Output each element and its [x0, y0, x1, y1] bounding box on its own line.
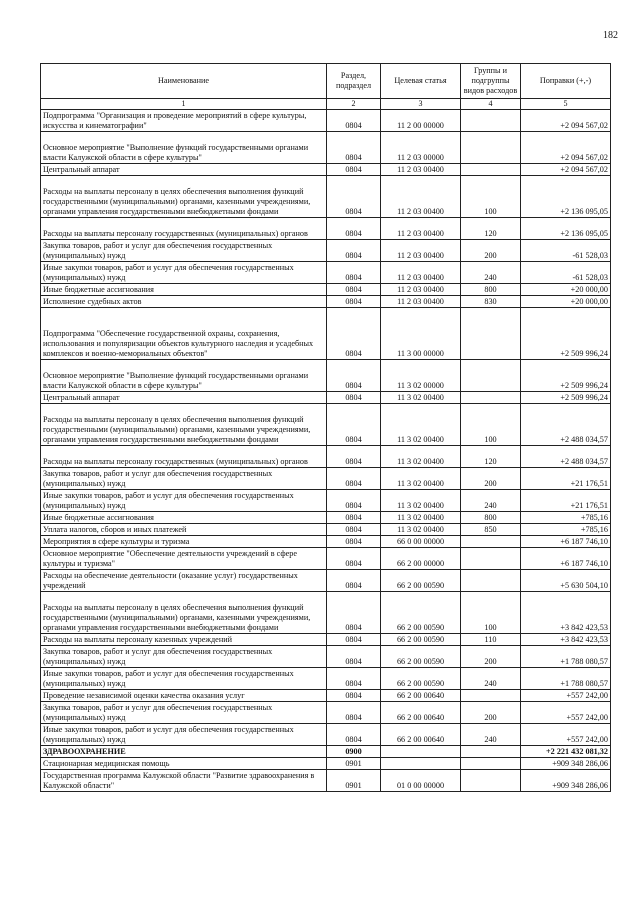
row-group-cell: 240: [461, 262, 521, 284]
row-target-cell: 66 0 00 00000: [381, 536, 461, 548]
row-group-cell: [461, 308, 521, 360]
row-name-cell: Закупка товаров, работ и услуг для обеспечения государственных (муниципальных) нужд: [41, 702, 327, 724]
row-group-cell: 800: [461, 284, 521, 296]
row-group-cell: [461, 570, 521, 592]
table-row: [41, 524, 611, 536]
row-group-cell: 850: [461, 524, 521, 536]
row-group-cell: [461, 164, 521, 176]
row-section-cell: 0804: [327, 240, 381, 262]
row-amount-cell: +785,16: [521, 524, 611, 536]
row-target-cell: 66 2 00 00590: [381, 592, 461, 634]
row-section-cell: 0804: [327, 668, 381, 690]
row-section-cell: 0804: [327, 724, 381, 746]
row-group-cell: 240: [461, 724, 521, 746]
row-section-cell: 0901: [327, 770, 381, 792]
row-name-cell: Основное мероприятие "Выполнение функций государственными органами власти Калужской области в сфере культуры": [41, 360, 327, 392]
row-group-cell: [461, 392, 521, 404]
row-target-cell: 11 2 03 00400: [381, 284, 461, 296]
row-amount-cell: +6 187 746,10: [521, 536, 611, 548]
row-name-cell: Иные закупки товаров, работ и услуг для обеспечения государственных (муниципальных) нужд: [41, 668, 327, 690]
row-name-cell: Основное мероприятие "Выполнение функций государственными органами власти Калужской области в сфере культуры": [41, 132, 327, 164]
row-amount-cell: +2 509 996,24: [521, 392, 611, 404]
row-section-cell: 0804: [327, 296, 381, 308]
row-target-cell: 11 2 03 00400: [381, 262, 461, 284]
row-amount-cell: +2 509 996,24: [521, 308, 611, 360]
row-group-cell: 240: [461, 668, 521, 690]
row-section-cell: 0804: [327, 308, 381, 360]
row-amount-cell: +785,16: [521, 512, 611, 524]
table-row: [41, 164, 611, 176]
column-number: 1: [41, 99, 327, 110]
row-group-cell: 100: [461, 404, 521, 446]
row-group-cell: [461, 746, 521, 758]
row-name-cell: Подпрограмма "Организация и проведение мероприятий в сфере культуры, искусства и кинематографии": [41, 110, 327, 132]
row-group-cell: [461, 548, 521, 570]
row-name-cell: Расходы на выплаты персоналу государственных (муниципальных) органов: [41, 218, 327, 240]
header-target: Целевая статья: [381, 64, 461, 99]
row-amount-cell: +2 094 567,02: [521, 110, 611, 132]
row-section-cell: 0804: [327, 646, 381, 668]
row-target-cell: 11 3 02 00400: [381, 524, 461, 536]
row-target-cell: 11 3 02 00400: [381, 468, 461, 490]
row-section-cell: 0804: [327, 702, 381, 724]
header-name: Наименование: [41, 64, 327, 99]
column-number: 5: [521, 99, 611, 110]
table-row: [41, 592, 611, 634]
row-amount-cell: -61 528,03: [521, 240, 611, 262]
row-name-cell: Исполнение судебных актов: [41, 296, 327, 308]
row-target-cell: 11 3 02 00400: [381, 392, 461, 404]
row-name-cell: Основное мероприятие "Обеспечение деятельности учреждений в сфере культуры и туризма": [41, 548, 327, 570]
row-section-cell: 0804: [327, 592, 381, 634]
table-row: [41, 490, 611, 512]
page-number: 182: [603, 30, 618, 41]
row-target-cell: 11 2 03 00400: [381, 164, 461, 176]
row-amount-cell: +2 094 567,02: [521, 132, 611, 164]
table-row: [41, 218, 611, 240]
row-target-cell: 66 2 00 00590: [381, 570, 461, 592]
row-section-cell: 0804: [327, 524, 381, 536]
row-amount-cell: +1 788 080,57: [521, 668, 611, 690]
table-row: [41, 548, 611, 570]
table-header-row: [41, 64, 611, 99]
row-amount-cell: +909 348 286,06: [521, 770, 611, 792]
header-section: Раздел, подраздел: [327, 64, 381, 99]
row-section-cell: 0804: [327, 284, 381, 296]
row-section-cell: 0804: [327, 570, 381, 592]
row-name-cell: Закупка товаров, работ и услуг для обеспечения государственных (муниципальных) нужд: [41, 240, 327, 262]
row-amount-cell: -61 528,03: [521, 262, 611, 284]
row-amount-cell: +20 000,00: [521, 296, 611, 308]
row-section-cell: 0900: [327, 746, 381, 758]
row-name-cell: Расходы на выплаты персоналу казенных учреждений: [41, 634, 327, 646]
row-group-cell: 830: [461, 296, 521, 308]
row-amount-cell: +2 488 034,57: [521, 404, 611, 446]
row-name-cell: Расходы на обеспечение деятельности (оказание услуг) государственных учреждений: [41, 570, 327, 592]
row-group-cell: 120: [461, 218, 521, 240]
row-group-cell: [461, 536, 521, 548]
row-name-cell: Иные закупки товаров, работ и услуг для обеспечения государственных (муниципальных) нужд: [41, 724, 327, 746]
table-row: [41, 536, 611, 548]
row-section-cell: 0804: [327, 690, 381, 702]
row-section-cell: 0804: [327, 548, 381, 570]
row-target-cell: 66 2 00 00590: [381, 668, 461, 690]
row-group-cell: 200: [461, 240, 521, 262]
row-name-cell: Иные бюджетные ассигнования: [41, 512, 327, 524]
row-group-cell: 120: [461, 446, 521, 468]
row-group-cell: [461, 758, 521, 770]
row-group-cell: 200: [461, 702, 521, 724]
table-row: [41, 110, 611, 132]
table-row: [41, 570, 611, 592]
table-row: [41, 724, 611, 746]
row-name-cell: Расходы на выплаты персоналу в целях обеспечения выполнения функций государственными (муниципальными) органами, казенными учреждениями, органами управления государственными внебюджетными фондами: [41, 176, 327, 218]
table-row: [41, 646, 611, 668]
row-name-cell: ЗДРАВООХРАНЕНИЕ: [41, 746, 327, 758]
row-target-cell: 66 2 00 00640: [381, 724, 461, 746]
row-name-cell: Проведение независимой оценки качества оказания услуг: [41, 690, 327, 702]
row-amount-cell: +557 242,00: [521, 690, 611, 702]
table-row: [41, 668, 611, 690]
row-group-cell: 200: [461, 646, 521, 668]
row-amount-cell: +909 348 286,06: [521, 758, 611, 770]
row-target-cell: 11 3 02 00000: [381, 360, 461, 392]
row-target-cell: 66 2 00 00590: [381, 634, 461, 646]
table-row: [41, 702, 611, 724]
table-row: [41, 176, 611, 218]
row-target-cell: 66 2 00 00590: [381, 646, 461, 668]
row-section-cell: 0804: [327, 218, 381, 240]
table-row: [41, 392, 611, 404]
row-name-cell: Расходы на выплаты персоналу в целях обеспечения выполнения функций государственными (муниципальными) органами, казенными учреждениями, органами управления государственными внебюджетными фондами: [41, 592, 327, 634]
row-target-cell: [381, 746, 461, 758]
row-amount-cell: +557 242,00: [521, 702, 611, 724]
table-row: [41, 770, 611, 792]
row-section-cell: 0804: [327, 446, 381, 468]
table-row: [41, 132, 611, 164]
row-amount-cell: +2 488 034,57: [521, 446, 611, 468]
row-target-cell: 11 2 03 00400: [381, 240, 461, 262]
row-amount-cell: +2 221 432 081,32: [521, 746, 611, 758]
row-section-cell: 0804: [327, 404, 381, 446]
header-group: Группы и подгруппы видов расходов: [461, 64, 521, 99]
row-section-cell: 0804: [327, 132, 381, 164]
row-name-cell: Центральный аппарат: [41, 392, 327, 404]
row-target-cell: 11 3 02 00400: [381, 512, 461, 524]
row-group-cell: [461, 132, 521, 164]
row-group-cell: 100: [461, 176, 521, 218]
table-row: [41, 296, 611, 308]
row-section-cell: 0804: [327, 164, 381, 176]
table-row: [41, 404, 611, 446]
row-group-cell: [461, 360, 521, 392]
row-amount-cell: +20 000,00: [521, 284, 611, 296]
row-target-cell: 11 3 02 00400: [381, 490, 461, 512]
table-row: [41, 262, 611, 284]
row-section-cell: 0901: [327, 758, 381, 770]
row-group-cell: 240: [461, 490, 521, 512]
row-name-cell: Расходы на выплаты персоналу в целях обеспечения выполнения функций государственными (муниципальными) органами, казенными учреждениями, органами управления государственными внебюджетными фондами: [41, 404, 327, 446]
row-target-cell: 11 2 03 00000: [381, 132, 461, 164]
table-row: [41, 240, 611, 262]
row-amount-cell: +3 842 423,53: [521, 634, 611, 646]
row-group-cell: [461, 110, 521, 132]
row-target-cell: 66 2 00 00000: [381, 548, 461, 570]
table-row: [41, 746, 611, 758]
row-name-cell: Иные закупки товаров, работ и услуг для обеспечения государственных (муниципальных) нужд: [41, 262, 327, 284]
row-name-cell: Иные бюджетные ассигнования: [41, 284, 327, 296]
row-amount-cell: +21 176,51: [521, 468, 611, 490]
row-section-cell: 0804: [327, 536, 381, 548]
table-row: [41, 690, 611, 702]
table-row: [41, 758, 611, 770]
row-target-cell: 11 3 02 00400: [381, 446, 461, 468]
row-group-cell: 200: [461, 468, 521, 490]
column-number-row: [41, 99, 611, 110]
row-group-cell: [461, 690, 521, 702]
row-amount-cell: +1 788 080,57: [521, 646, 611, 668]
row-group-cell: [461, 770, 521, 792]
row-name-cell: Закупка товаров, работ и услуг для обеспечения государственных (муниципальных) нужд: [41, 468, 327, 490]
row-target-cell: 66 2 00 00640: [381, 690, 461, 702]
row-name-cell: Закупка товаров, работ и услуг для обеспечения государственных (муниципальных) нужд: [41, 646, 327, 668]
table-row: [41, 468, 611, 490]
row-section-cell: 0804: [327, 176, 381, 218]
row-name-cell: Стационарная медицинская помощь: [41, 758, 327, 770]
row-name-cell: Государственная программа Калужской области "Развитие здравоохранения в Калужской области": [41, 770, 327, 792]
row-name-cell: Подпрограмма "Обеспечение государственной охраны, сохранения, использования и популяризации объектов культурного наследия и усадебных комплексов и военно-мемориальных объектов": [41, 308, 327, 360]
table-row: [41, 308, 611, 360]
row-amount-cell: +2 136 095,05: [521, 176, 611, 218]
row-target-cell: 11 2 03 00400: [381, 218, 461, 240]
row-group-cell: 110: [461, 634, 521, 646]
row-amount-cell: +21 176,51: [521, 490, 611, 512]
row-section-cell: 0804: [327, 110, 381, 132]
header-amendment: Поправки (+,-): [521, 64, 611, 99]
row-name-cell: Центральный аппарат: [41, 164, 327, 176]
column-number: 4: [461, 99, 521, 110]
row-name-cell: Уплата налогов, сборов и иных платежей: [41, 524, 327, 536]
table-row: [41, 512, 611, 524]
row-section-cell: 0804: [327, 468, 381, 490]
row-target-cell: [381, 758, 461, 770]
row-name-cell: Мероприятия в сфере культуры и туризма: [41, 536, 327, 548]
table-row: [41, 284, 611, 296]
row-group-cell: 800: [461, 512, 521, 524]
row-amount-cell: +2 136 095,05: [521, 218, 611, 240]
row-target-cell: 66 2 00 00640: [381, 702, 461, 724]
row-section-cell: 0804: [327, 490, 381, 512]
row-target-cell: 11 3 02 00400: [381, 404, 461, 446]
row-target-cell: 11 3 00 00000: [381, 308, 461, 360]
row-target-cell: 01 0 00 00000: [381, 770, 461, 792]
row-amount-cell: +2 094 567,02: [521, 164, 611, 176]
row-amount-cell: +6 187 746,10: [521, 548, 611, 570]
row-amount-cell: +557 242,00: [521, 724, 611, 746]
row-section-cell: 0804: [327, 262, 381, 284]
row-section-cell: 0804: [327, 634, 381, 646]
table-row: [41, 634, 611, 646]
row-amount-cell: +2 509 996,24: [521, 360, 611, 392]
row-name-cell: Иные закупки товаров, работ и услуг для обеспечения государственных (муниципальных) нужд: [41, 490, 327, 512]
row-group-cell: 100: [461, 592, 521, 634]
row-amount-cell: +3 842 423,53: [521, 592, 611, 634]
row-target-cell: 11 2 03 00400: [381, 296, 461, 308]
budget-table: [40, 63, 611, 792]
table-row: [41, 446, 611, 468]
row-target-cell: 11 2 03 00400: [381, 176, 461, 218]
row-name-cell: Расходы на выплаты персоналу государственных (муниципальных) органов: [41, 446, 327, 468]
row-section-cell: 0804: [327, 360, 381, 392]
row-amount-cell: +5 630 504,10: [521, 570, 611, 592]
column-number: 2: [327, 99, 381, 110]
table-row: [41, 360, 611, 392]
row-target-cell: 11 2 00 00000: [381, 110, 461, 132]
table-body: [41, 110, 611, 792]
row-section-cell: 0804: [327, 392, 381, 404]
row-section-cell: 0804: [327, 512, 381, 524]
column-number: 3: [381, 99, 461, 110]
